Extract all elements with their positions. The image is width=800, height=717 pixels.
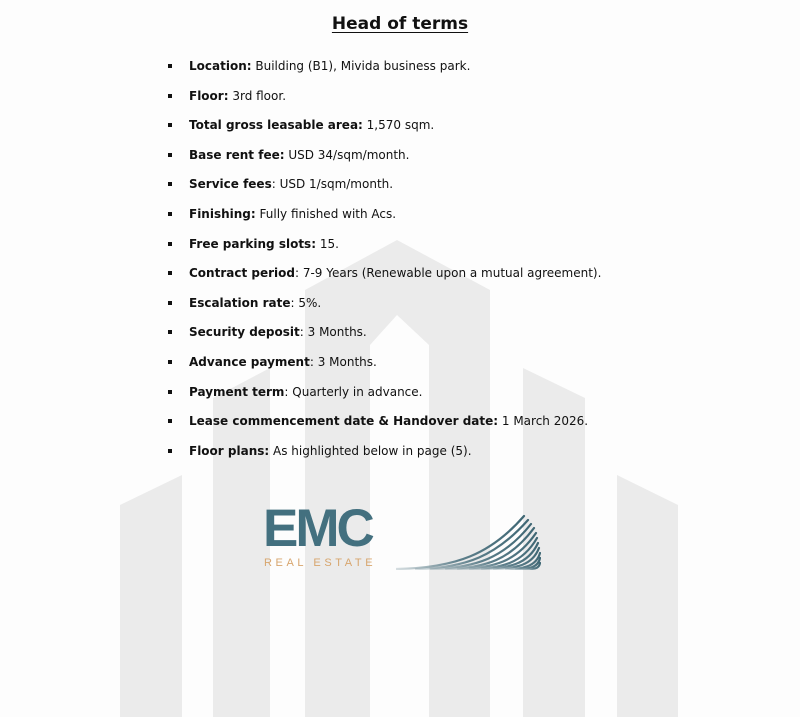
term-label: Contract period bbox=[189, 266, 295, 281]
term-value: 15. bbox=[316, 236, 339, 251]
term-label: Service fees bbox=[189, 177, 272, 192]
square-bullet-icon bbox=[168, 360, 172, 364]
term-value: : 3 Months. bbox=[309, 354, 377, 369]
square-bullet-icon bbox=[168, 64, 172, 68]
term-label: Floor plans: bbox=[189, 443, 270, 458]
term-value: : 5%. bbox=[290, 295, 322, 310]
term-value: USD 34/sqm/month. bbox=[284, 147, 410, 162]
term-label: Advance payment bbox=[189, 354, 310, 369]
term-label: Finishing: bbox=[189, 206, 256, 221]
term-label: Free parking slots: bbox=[189, 236, 316, 251]
square-bullet-icon bbox=[168, 419, 172, 423]
square-bullet-icon bbox=[168, 123, 172, 127]
term-value: 3rd floor. bbox=[228, 88, 287, 103]
term-value: Building (B1), Mivida business park. bbox=[251, 59, 471, 73]
square-bullet-icon bbox=[168, 153, 172, 157]
square-bullet-icon bbox=[168, 212, 172, 216]
square-bullet-icon bbox=[168, 390, 172, 394]
logo-tagline: REAL ESTATE bbox=[264, 557, 377, 569]
term-value: : 3 Months. bbox=[299, 325, 367, 340]
term-label: Payment term bbox=[189, 384, 285, 399]
square-bullet-icon bbox=[168, 94, 172, 98]
square-bullet-icon bbox=[168, 330, 172, 334]
square-bullet-icon bbox=[168, 182, 172, 186]
term-value: : USD 1/sqm/month. bbox=[271, 177, 394, 192]
document-title: Head of terms bbox=[331, 14, 469, 34]
term-value: As highlighted below in page (5). bbox=[269, 443, 472, 458]
term-value: Fully finished with Acs. bbox=[255, 206, 397, 221]
term-value: 1,570 sqm. bbox=[362, 118, 435, 133]
term-label: Location: bbox=[189, 59, 252, 73]
logo-wordmark: EMC bbox=[263, 499, 372, 558]
term-label: Security deposit bbox=[189, 325, 300, 340]
term-label: Escalation rate bbox=[189, 295, 291, 310]
square-bullet-icon bbox=[168, 449, 172, 453]
emc-logo bbox=[263, 499, 543, 572]
term-value: : Quarterly in advance. bbox=[284, 384, 423, 399]
term-label: Total gross leasable area: bbox=[189, 118, 363, 133]
square-bullet-icon bbox=[168, 242, 172, 246]
term-value: 1 March 2026. bbox=[498, 414, 589, 429]
square-bullet-icon bbox=[168, 271, 172, 275]
square-bullet-icon bbox=[168, 301, 172, 305]
term-label: Base rent fee: bbox=[189, 147, 285, 162]
term-label: Lease commencement date & Handover date: bbox=[189, 414, 499, 429]
term-value: : 7-9 Years (Renewable upon a mutual agreement). bbox=[294, 266, 602, 281]
swoosh-lines-icon bbox=[396, 514, 541, 570]
term-label: Floor: bbox=[189, 88, 229, 103]
